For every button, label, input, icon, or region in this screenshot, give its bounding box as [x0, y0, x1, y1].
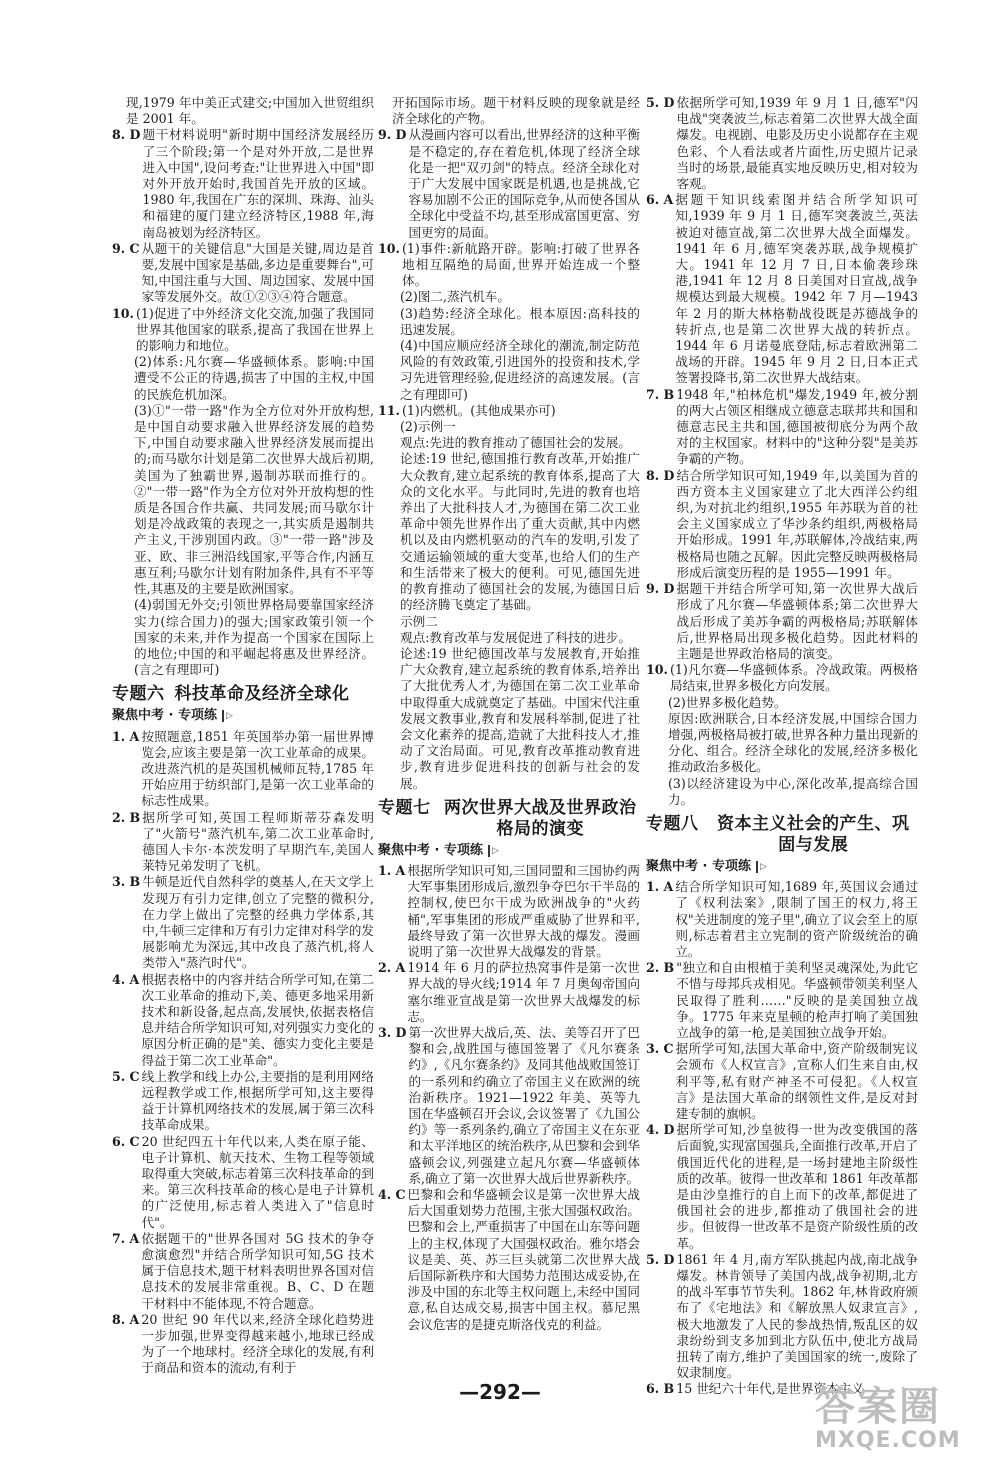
answer-item: 8. D 题干材料说明"新时期中国经济发展经历了三个阶段;第一个是对外开放,二是世界进入中国",设问考查:"让世界进入中国"即对外开放开始时,我国首先开放的区域。1980 年,我国在广东的深圳、珠海、汕头和福建的厦门建立经济特区,1988 年,海南岛被划为经济特区。 [112, 127, 374, 240]
answer-item: 9. D 从漫画内容可以看出,世界经济的这种平衡是不稳定的,存在着危机,体现了经济全球化是一把"双刃剑"的特点。经济全球化对于广大发展中国家既是机遇,也是挑战,它容易加剧不公正的国际竞争,从而使各国从全球化中受益不均,甚至形成富国更富、穷国更穷的局面。 [378, 127, 640, 240]
answer-item: 5. D 1861 年 4 月,南方军队挑起内战,南北战争爆发。林肯领导了美国内战,战争初期,北方的战斗军事节节失利。1862 年,林肯政府颁布了《宅地法》和《解放黑人奴隶宣言》,极大地激发了人民的参战热情,叛乱区的奴隶纷纷到支多加到北方队伍中,使北方战局扭转了南方,维护了美国国家的统一,废除了奴隶制度。 [646, 1251, 919, 1381]
paragraph: 开拓国际市场。题干材料反映的现象就是经济全球化的产物。 [392, 95, 640, 127]
answer-subpart: 论述:19 世纪,德国推行教育改革,开始推广大众教育,建立起系统的教育体系,提高了大众的文化水平。与此同时,先进的教育也培养出了大批科技人才,为德国在第二次工业革命中领先世界作出了重大贡献,其中内燃机以及由内燃机驱动的汽车的发明,引发了交通运输领域的重大变革,也给人们的生产和生活带来了极大的便利。可见,德国先进的教育推动了德国社会的发展,为德国日后的经济腾飞奠定了基础。 [400, 451, 640, 613]
answer-subpart: (4)中国应顺应经济全球化的潮流,制定防范风险的有效政策,引进国外的投资和技术,学习先进管理经验,促进经济的高速发展。(言之有理即可) [400, 338, 640, 402]
answer-item: 5. D 依据所学可知,1939 年 9 月 1 日,德军"闪电战"突袭波兰,标志着第二次世界大战全面爆发。电视剧、电影及历史小说都存在主观色彩、个人看法或者片面性,历史照片记录当时的场景,最能真实地反映历史,相对较为客观。 [646, 95, 918, 192]
answer-subpart: (2)体系:凡尔赛—华盛顿体系。影响:中国遭受不公正的待遇,损害了中国的主权,中国的民族危机加深。 [134, 354, 374, 402]
column-left [112, 95, 374, 1377]
divider-bar-icon [222, 710, 224, 722]
answer-item: 9. D 据题干并结合所学可知,第一次世界大战后形成了凡尔赛—华盛顿体系;第二次世界大战后形成了美苏争霸的两极格局;苏联解体后,世界格局出现多极化趋势。因此材料的主题是世界政治格局的演变。 [646, 581, 918, 661]
answer-item: 7. B 1948 年,"柏林危机"爆发,1949 年,被分割的两大占领区相继成立德意志联邦共和国和德意志民主共和国,德国被彻底分为两个敌对的主权国家。材料中的"这种分裂"是美苏争霸的产物。 [646, 386, 918, 467]
answer-item: 2. B "独立和自由根植于美利坚灵魂深处,为此它不惜与母邦兵戎相见。华盛顿带领美利坚人民取得了胜利……"反映的是美国独立战争。1775 年来克星顿的枪声打响了美国独立战争的第一枪,是美国独立战争开始。 [646, 960, 918, 1040]
answer-item: 3. C 据所学可知,法国大革命中,资产阶级制宪议会颁布《人权宣言》,宣称人们生来自由,权利平等,私有财产神圣不可侵犯。《人权宣言》是法国大革命的纲领性文件,是反对封建专制的旗帜。 [646, 1041, 918, 1121]
answer-subpart: (3)趋势:经济全球化。根本原因:高科技的迅速发展。 [400, 305, 640, 337]
answer-subpart: 示例二 [400, 613, 438, 629]
watermark-url: MXQE.COM [815, 1428, 961, 1453]
answer-item: 8. A 20 世纪 90 年代以来,经济全球化趋势进一步加强,世界变得越来越小,地球已经成为了一个地球村。经济全球化的发展,有利于商品和资本的流动,有利于 [112, 1311, 374, 1376]
answer-item: 4. D 据所学可知,沙皇彼得一世为改变俄国的落后面貌,实现富国强兵,全面推行改革,开启了俄国近代化的进程,是一场封建地主阶级性质的改革。彼得一世改革和 1861 年改革都是由沙皇推行的自上而下的改革,都促进了俄国社会的进步,都推动了俄国社会的进步。但彼得一世改革不是资产阶级性质的改革。 [646, 1122, 919, 1251]
arrow-icon: ▷ [226, 711, 233, 722]
answer-item: 2. B 据所学可知,英国工程师斯蒂芬森发明了"火箭号"蒸汽机车,第二次工业革命时,德国人卡尔·本茨发明了早期汽车,美国人莱特兄弟发明了飞机。 [112, 809, 374, 874]
answer-item: 10. (1)促进了中外经济文化交流,加强了我国同世界其他国家的联系,提高了我国在世界上的影响力和地位。 [112, 305, 374, 354]
answer-item: 9. C 从题干的关键信息"大国是关键,周边是首要,发展中国家是基础,多边是重要舞台",可知,中国注重与大国、周边国家、发展中国家等发展外交。故①②③④符合题意。 [112, 240, 374, 305]
page-number: —292— [459, 1380, 541, 1404]
answer-subpart: 原因:欧洲联合,日本经济发展,中国综合国力增强,两极格局被打破,世界各种力量出现新的分化、组合。经济全球化的发展,经济多极化推动政治多极化。 [668, 710, 918, 775]
answer-item: 3. D 第一次世界大战后,英、法、美等召开了巴黎和会,战胜国与德国签署了《凡尔赛条约》,《凡尔赛条约》及同其他战败国签订的一系列和约确立了帝国主义在欧洲的统治新秩序。1921—1922 年美、英等九国在华盛顿召开会议,会议签署了《九国公约》等一系列条约,确立了帝国主义在东亚和太平洋地区的统治秩序,从巴黎和会到华盛顿会议,列强建立起凡尔赛—华盛顿体系,确立了第一次世界大战后世界新秩序。 [378, 1024, 640, 1186]
divider-bar-icon [488, 845, 490, 857]
arrow-icon: ▷ [760, 861, 767, 872]
answer-subpart: (2)示例一 [400, 419, 456, 435]
paragraph: 现,1979 年中美正式建交;中国加入世贸组织是 2001 年。 [126, 95, 374, 127]
answer-item: 8. D 结合所学知识可知,1949 年,以美国为首的西方资本主义国家建立了北大西洋公约组织,为对抗北约组织,1955 年苏联为首的社会主义国家成立了华沙条约组织,两极格局开始形成。1991 年,苏联解体,冷战结束,两极格局也随之瓦解。因此完整反映两极格局形成后演变历程的是 1955—1991 年。 [646, 467, 918, 580]
practice-subheading: 聚焦中考 · 专项练 ▷ [112, 708, 233, 724]
answer-item: 6. B 15 世纪六十年代,是世界资本主义 [646, 1381, 864, 1397]
answer-item: 4. C 巴黎和会和华盛顿会议是第一次世界大战后大国重划势力范围,主张大国强权政治。巴黎和会上,严重损害了中国在山东等问题上的主权,体现了大国强权政治。雅尔塔会议是美、英、苏三巨头就第二次世界大战后国际新秩序和大国势力范围达成妥协,在涉及中国的东北等主权问题上,未经中国同意,私自达成交易,损害中国主权。慕尼黑会议危害的是捷克斯洛伐克的利益。 [378, 1187, 640, 1332]
arrow-icon: ▷ [492, 845, 499, 856]
practice-subheading: 聚焦中考 · 专项练 ▷ [378, 842, 499, 858]
answer-subpart: 论述:19 世纪德国改革与发展教育,开始推广大众教育,建立起系统的教育体系,培养出了大批优秀人才,为德国在第二次工业革命中取得重大成就奠定了基础。中国宋代注重发展文教事业,教育和发展科举制,促进了社会文化素养的提高,造就了大批科技人才,推动了文治局面。可见,教育改革推动教育进步,教育进步促进科技的创新与社会的发展。 [400, 645, 640, 791]
answer-item: 10. (1)凡尔赛—华盛顿体系。冷战政策。两极格局结束,世界多极化方向发展。 [646, 662, 918, 694]
column-right [646, 95, 918, 1398]
watermark-text: 答案圈 [815, 1384, 941, 1430]
answer-item: 11. (1)内燃机。(其他成果亦可) [378, 402, 556, 418]
practice-subheading: 聚焦中考 · 专项练 ▷ [646, 858, 767, 874]
section-heading-8: 专题八 资本主义社会的产生、巩固与发展 [646, 813, 910, 855]
section-heading-6: 专题六 科技革命及经济全球化 [112, 684, 350, 705]
answer-item: 5. C 线上教学和线上办公,主要指的是利用网络远程教学或工作,根据所学可知,这主要得益于计算机网络技术的发展,属于第三次科技革命成果。 [112, 1068, 374, 1133]
column-middle [378, 95, 640, 1333]
answer-item: 6. A 据题干知识线索图并结合所学知识可知,1939 年 9 月 1 日,德军突袭波兰,英法被迫对德宣战,第二次世界大战全面爆发。1941 年 6 月,德军突袭苏联,战争规模扩大。1941 年 12 月 7 日,日本偷袭珍珠港,1941 年 12 月 8 日美国对日宣战,战争规模达到最大规模。1942 年 7 月—1943 年 2 月的斯大林格勒战役既是苏德战争的转折点,也是第二次世界大战的转折点。1944 年 6 月诺曼底登陆,标志着欧洲第二战场的开辟。1945 年 9 月 2 日,日本正式签署投降书,第二次世界大战结束。 [646, 192, 918, 386]
answer-item: 1. A 按照题意,1851 年英国举办第一届世界博览会,应该主要是第一次工业革命的成果。改进蒸汽机的是英国机械师瓦特,1785 年开始应用于纺织部门,是第一次工业革命的标志性成果。 [112, 728, 374, 809]
answer-item: 1. A 结合所学知识可知,1689 年,英国议会通过了《权利法案》,限制了国王的权力,将王权"关进制度的笼子里",确立了议会至上的原则,标志着君主立宪制的资产阶级统治的确立。 [646, 879, 918, 959]
answer-subpart: (3)以经济建设为中心,深化改革,提高综合国力。 [668, 775, 918, 807]
answer-subpart: (4)弱国无外交;引领世界格局要靠国家经济实力(综合国力)的强大;国家政策引领一个国家的未来,并作为提高一个国家在国际上的地位;中国的和平崛起将惠及世界经济。(言之有理即可) [134, 597, 374, 678]
answer-subpart: (2)图二,蒸汽机车。 [400, 289, 510, 305]
answer-item: 7. A 依据题干的"世界各国对 5G 技术的争夺愈演愈烈"并结合所学知识可知,5G 技术属于信息技术,题干材料表明世界各国对信息技术的发展非常重视。B、C、D 在题干材料中不能体现,不符合题意。 [112, 1230, 374, 1311]
answer-subpart: (2)世界多极化趋势。 [668, 694, 787, 710]
answer-subpart: 观点:教育改革与发展促进了科技的进步。 [400, 629, 631, 645]
answer-item: 3. B 牛顿是近代自然科学的奠基人,在天文学上发现万有引力定律,创立了完整的微积分,在力学上做出了完整的经典力学体系,其中,牛顿三定律和万有引力定律对科学的发展影响尤为深远,其中改良了蒸汽机,将人类带入"蒸汽时代"。 [112, 874, 374, 971]
answer-item: 10. (1)事件:新航路开辟。影响:打破了世界各地相互隔绝的局面,世界开始连成一个整体。 [378, 240, 640, 289]
answer-subpart: 观点:先进的教育推动了德国社会的发展。 [400, 435, 631, 451]
section-heading-7: 专题七 两次世界大战及世界政治格局的演变 [378, 797, 637, 839]
answer-item: 6. C 20 世纪四五十年代以来,人类在原子能、电子计算机、航天技术、生物工程等领域取得重大突破,标志着第三次科技革命的到来。第三次科技革命的核心是电子计算机的广泛使用,标志着人类进入了"信息时代"。 [112, 1133, 374, 1230]
answer-item: 4. A 根据表格中的内容并结合所学可知,在第二次工业革命的推动下,美、德更多地采用新技术和新设备,起点高,发展快,依据表格信息并结合所学知识可知,对列强实力变化的原因分析正确的是"美、德实力变化主要是得益于第二次工业革命"。 [112, 971, 374, 1068]
answer-subpart: (3)①"一带一路"作为全方位对外开放构想,是中国自动要求融入世界经济发展的趋势下,中国自动要求融入世界经济发展而提出的;而马歇尔计划是第二次世界大战后初期,美国为了独霸世界,遏制苏联而推行的。②"一带一路"作为全方位对外开放构想的性质是各国合作共赢、共同发展;而马歇尔计划是冷战政策的表现之一,其实质是遏制共产主义,干涉别国内政。③"一带一路"涉及亚、欧、非三洲沿线国家,平等合作,内涵互惠互利;马歇尔计划有附加条件,具有不平等性,其惠及的主要是欧洲国家。 [134, 402, 374, 597]
answer-item: 2. A 1914 年 6 月的萨拉热窝事件是第一次世界大战的导火线;1914 年 7 月奥匈帝国向塞尔维亚宣战是第一次世界大战爆发的标志。 [378, 960, 640, 1024]
watermark-logo [815, 1385, 975, 1465]
divider-bar-icon [756, 861, 758, 873]
answer-item: 1. A 根据所学知识可知,三国同盟和三国协约两大军事集团形成后,激烈争夺巴尔干半岛的控制权,使巴尔干成为欧洲战争的"火药桶",军事集团的形成严重威胁了世界和平,最终导致了第一次世界大战的爆发。漫画说明了第一次世界大战爆发的背景。 [378, 862, 640, 959]
